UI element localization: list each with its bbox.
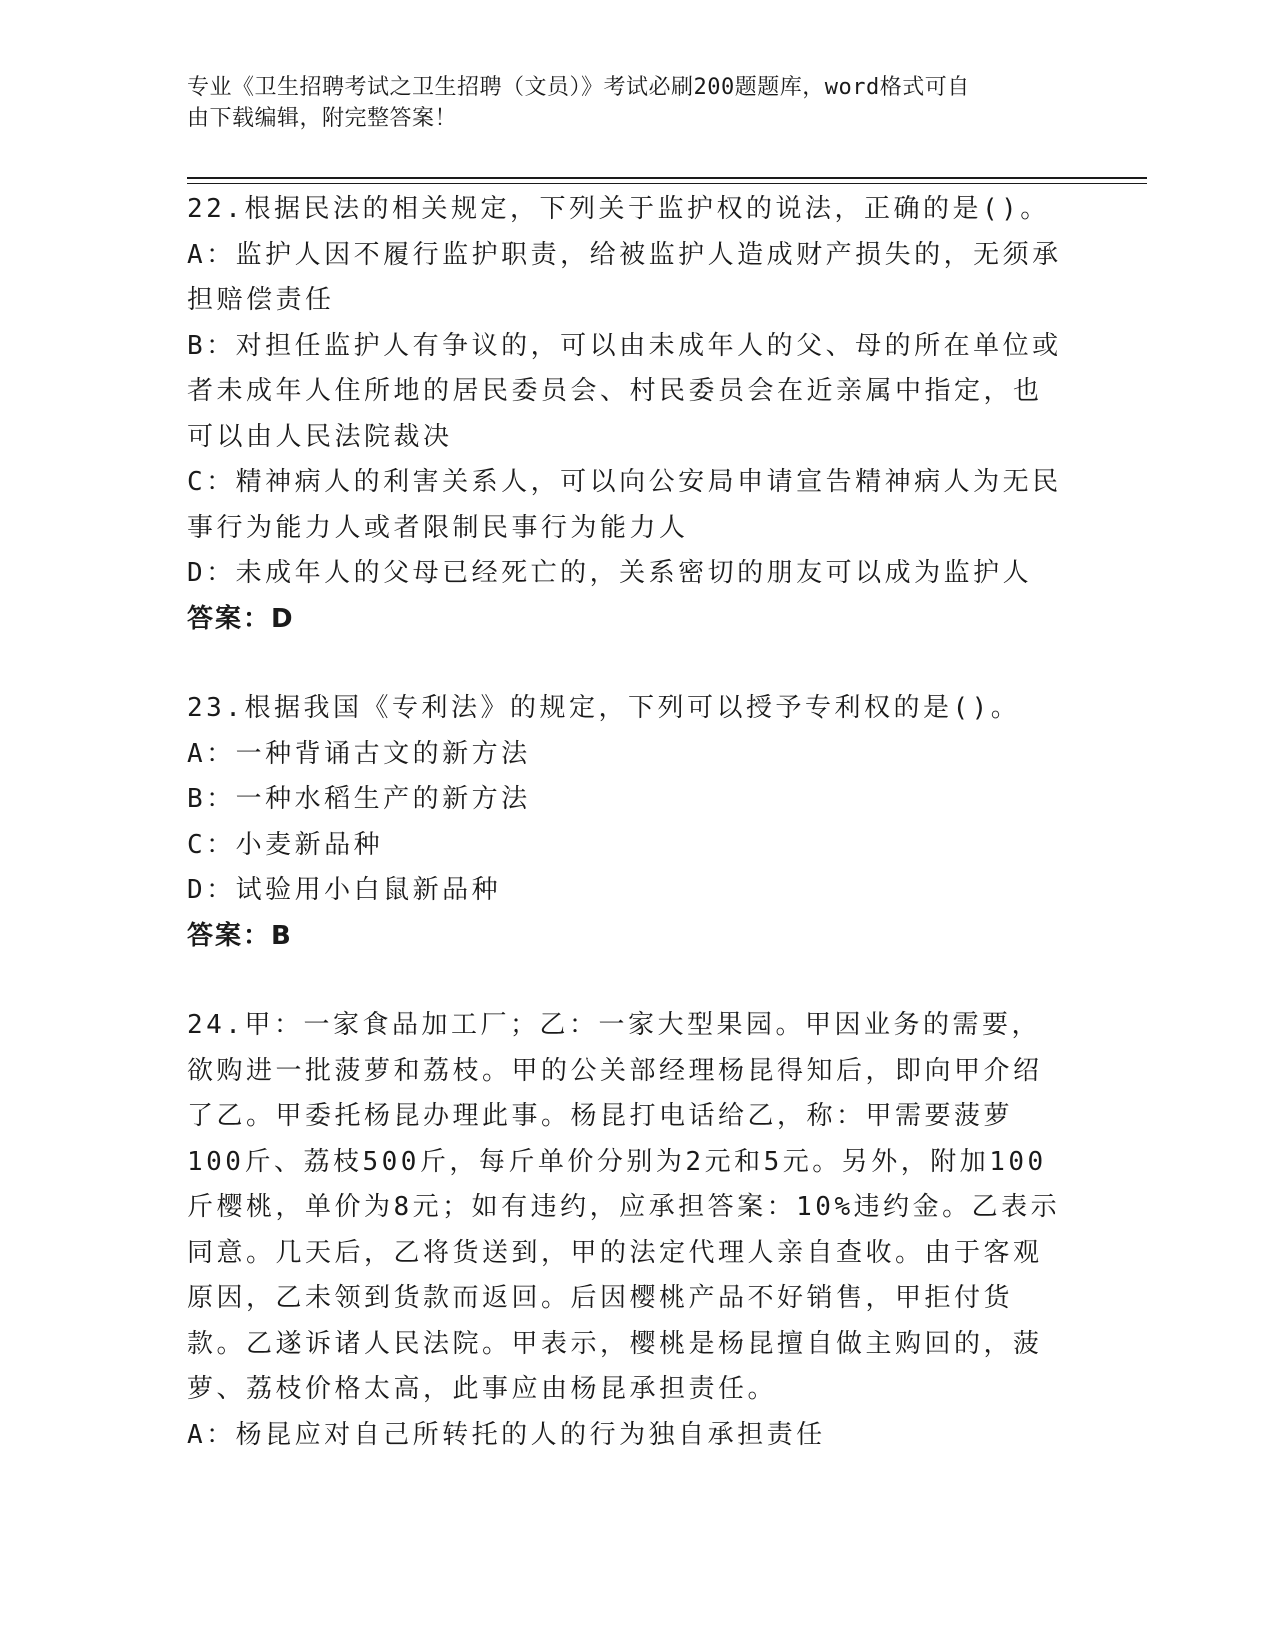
header-divider-thick xyxy=(187,177,1147,179)
option-a: A：一种背诵古文的新方法 xyxy=(187,738,531,769)
question-24 xyxy=(187,1003,1067,1458)
header-title-line-1: 专业《卫生招聘考试之卫生招聘（文员）》考试必刷200题题库，word格式可自 xyxy=(187,75,970,100)
option-b: B：对担任监护人有争议的，可以由未成年人的父、母的所在单位或者未成年人住所地的居民委员会、村民委员会在近亲属中指定，也可以由人民法院裁决 xyxy=(187,330,1062,452)
header-title-line-2: 由下载编辑，附完整答案！ xyxy=(187,106,458,131)
option-d: D：试验用小白鼠新品种 xyxy=(187,875,502,905)
option-a: A：杨昆应对自己所转托的人的行为独自承担责任 xyxy=(187,1419,826,1450)
option-c: C：小麦新品种 xyxy=(187,829,384,860)
question-stem: 23.根据我国《专利法》的规定，下列可以授予专利权的是()。 xyxy=(187,693,1021,723)
question-stem: 24.甲：一家食品加工厂；乙：一家大型果园。甲因业务的需要，欲购进一批菠萝和荔枝。甲的公关部经理杨昆得知后，即向甲介绍了乙。甲委托杨昆办理此事。杨昆打电话给乙，称：甲需要菠萝100斤、荔枝500斤，每斤单价分别为2元和5元。另外，附加100斤樱桃，单价为8元；如有违约，应承担答案：10%违约金。乙表示同意。几天后，乙将货送到，甲的法定代理人亲自查收。由于客观原因，乙未领到货款而返回。后因樱桃产品不好销售，甲拒付货款。乙遂诉诸人民法院。甲表示，樱桃是杨昆擅自做主购回的，菠萝、荔枝价格太高，此事应由杨昆承担责任。 xyxy=(187,1010,1061,1404)
question-22 xyxy=(187,187,1067,642)
header-divider-thin xyxy=(187,183,1147,184)
question-stem: 22.根据民法的相关规定，下列关于监护权的说法，正确的是()。 xyxy=(187,194,1050,224)
option-c: C：精神病人的利害关系人，可以向公安局申请宣告精神病人为无民事行为能力人或者限制民事行为能力人 xyxy=(187,467,1062,543)
option-b: B：一种水稻生产的新方法 xyxy=(187,784,531,814)
question-list xyxy=(187,187,1067,1502)
option-a: A：监护人因不履行监护职责，给被监护人造成财产损失的，无须承担赔偿责任 xyxy=(187,239,1062,315)
answer-label: 答案：D xyxy=(187,603,295,634)
question-23 xyxy=(187,686,1067,959)
answer-label: 答案：B xyxy=(187,920,293,951)
option-d: D：未成年人的父母已经死亡的，关系密切的朋友可以成为监护人 xyxy=(187,558,1033,588)
document-header xyxy=(187,72,1067,134)
